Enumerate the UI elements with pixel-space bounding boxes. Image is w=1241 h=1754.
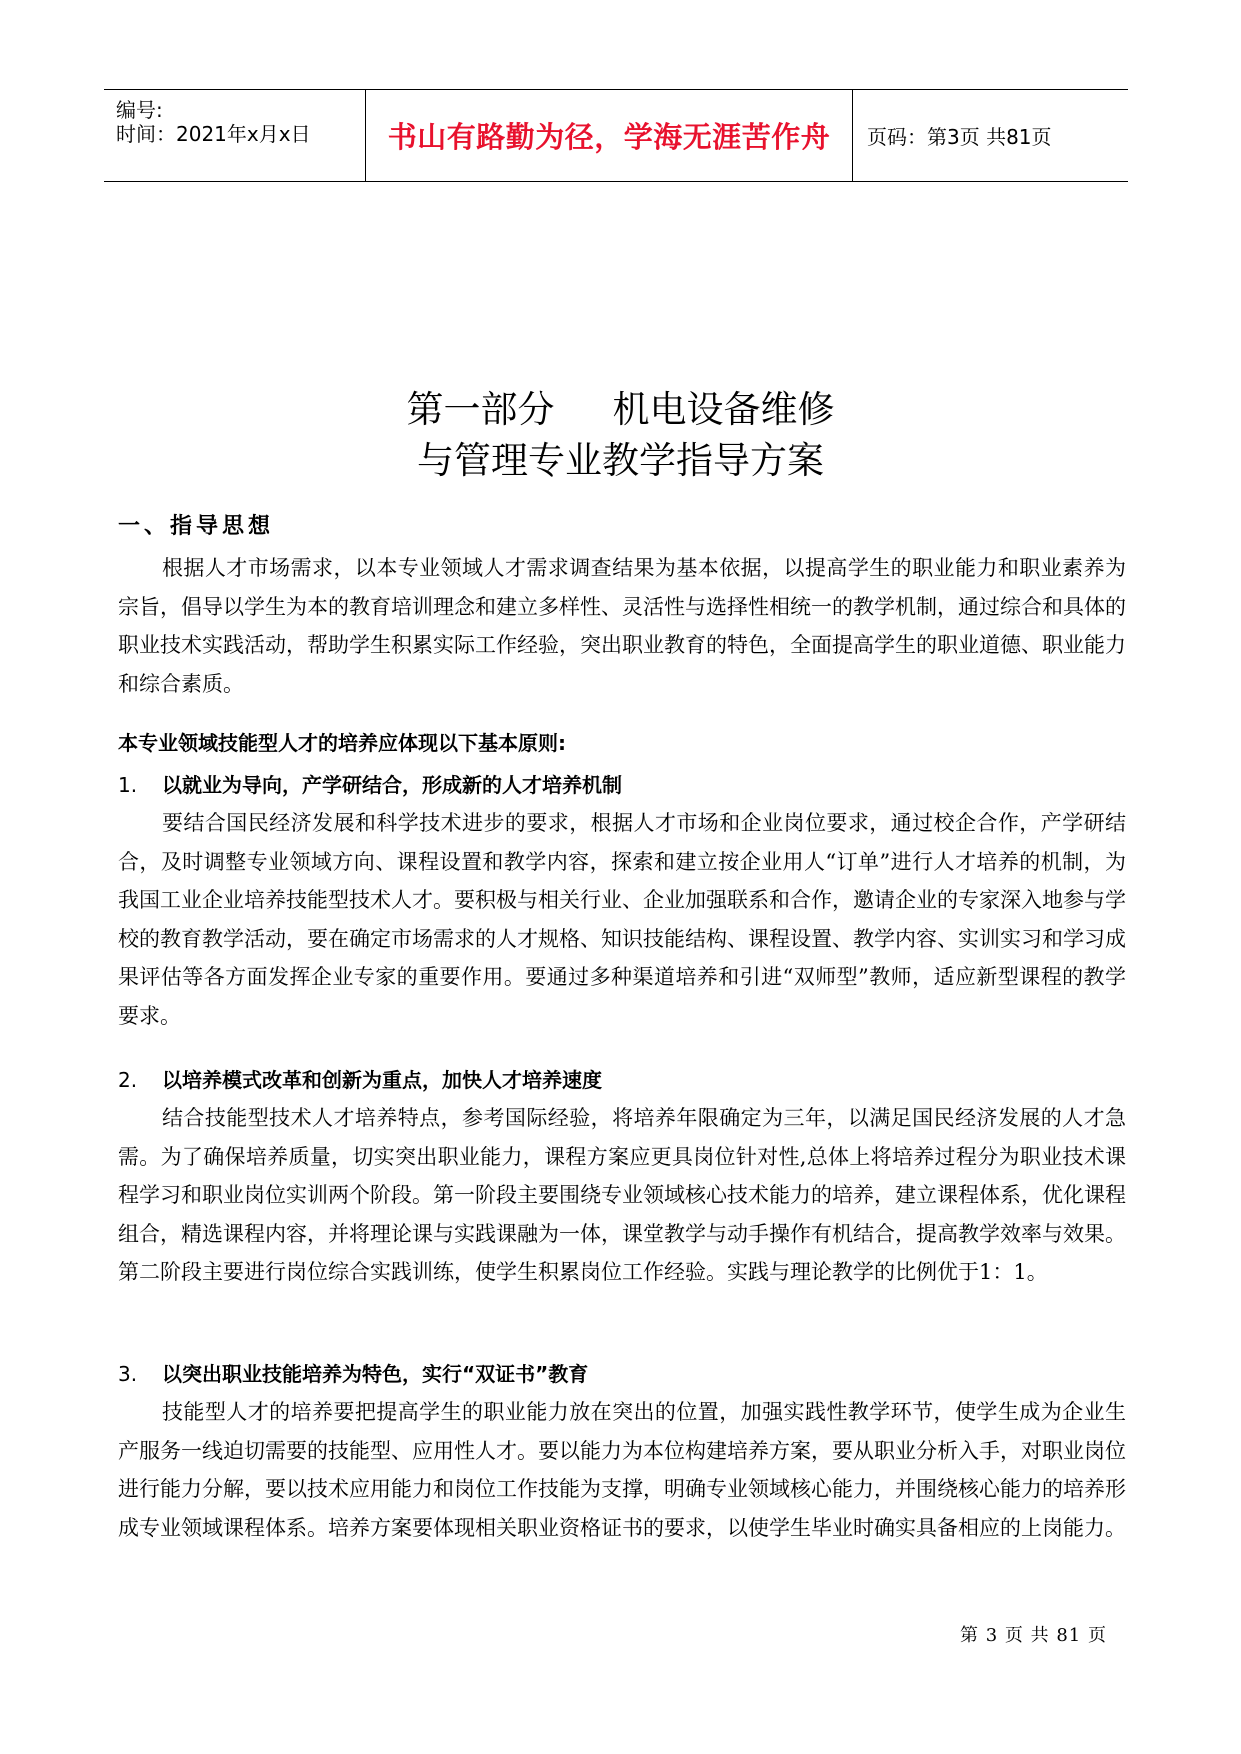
header-meta [104,90,366,181]
principle-2-heading [118,1064,602,1093]
document-title-line1 [0,385,1241,434]
page-header [104,89,1128,182]
principle-3-heading [118,1358,588,1387]
section-heading: 一、指导思想 [118,514,275,539]
principle-2-number: 2. [118,1068,138,1092]
motto: 书山有路勤为径，学海无涯苦作舟 [387,120,831,154]
principle-1-number: 1. [118,773,138,797]
principle-1-title: 以就业为导向，产学研结合，形成新的人才培养机制 [162,773,622,797]
intro-paragraph: 根据人才市场需求，以本专业领域人才需求调查结果为基本依据，以提高学生的职业能力和职业素养为宗旨，倡导以学生为本的教育培训理念和建立多样性、灵活性与选择性相统一的教学机制，通过综合和具体的职业技术实践活动，帮助学生积累实际工作经验，突出职业教育的特色，全面提高学生的职业道德、职业能力和综合素质。 [118,556,1126,696]
principle-2-title: 以培养模式改革和创新为重点，加快人才培养速度 [162,1068,602,1092]
title-line1-rest: 机电设备维修 [612,388,835,431]
principles-intro: 本专业领域技能型人才的培养应体现以下基本原则: [118,731,566,755]
principle-1-heading [118,769,622,798]
page-footer: 第 3 页 共 81 页 [960,1625,1107,1646]
principle-3-number: 3. [118,1362,138,1386]
principle-3-body: 技能型人才的培养要把提高学生的职业能力放在突出的位置，加强实践性教学环节，使学生成为企业生产服务一线迫切需要的技能型、应用性人才。要以能力为本位构建培养方案，要从职业分析入手，对职业岗位进行能力分解，要以技术应用能力和岗位工作技能为支撑，明确专业领域核心能力，并围绕核心能力的培养形成专业领域课程体系。培养方案要体现相关职业资格证书的要求，以使学生毕业时确实具备相应的上岗能力。 [118,1400,1126,1540]
principle-2-body: 结合技能型技术人才培养特点，参考国际经验，将培养年限确定为三年，以满足国民经济发展的人才急需。为了确保培养质量，切实突出职业能力，课程方案应更具岗位针对性,总体上将培养过程分为职业技术课程学习和职业岗位实训两个阶段。第一阶段主要围绕专业领域核心技术能力的培养，建立课程体系，优化课程组合，精选课程内容，并将理论课与实践课融为一体，课堂教学与动手操作有机结合，提高教学效率与效果。第二阶段主要进行岗位综合实践训练，使学生积累岗位工作经验。实践与理论教学的比例优于1：1。 [118,1106,1126,1284]
principle-3-title: 以突出职业技能培养为特色，实行“双证书”教育 [162,1362,589,1386]
page-label: 页码：第3页 共81页 [867,125,1052,149]
title-part: 第一部分 [406,388,555,431]
document-title-line2: 与管理专业教学指导方案 [417,439,824,482]
time-label: 时间：2021年x月x日 [116,122,311,146]
header-motto-cell [366,90,853,181]
header-page-cell [853,90,1128,181]
number-label: 编号: [116,98,163,122]
principle-1-body: 要结合国民经济发展和科学技术进步的要求，根据人才市场和企业岗位要求，通过校企合作，产学研结合，及时调整专业领域方向、课程设置和教学内容，探索和建立按企业用人“订单”进行人才培养的机制，为我国工业企业培养技能型技术人才。要积极与相关行业、企业加强联系和合作，邀请企业的专家深入地参与学校的教育教学活动，要在确定市场需求的人才规格、知识技能结构、课程设置、教学内容、实训实习和学习成果评估等各方面发挥企业专家的重要作用。要通过多种渠道培养和引进“双师型”教师，适应新型课程的教学要求。 [118,811,1126,1028]
